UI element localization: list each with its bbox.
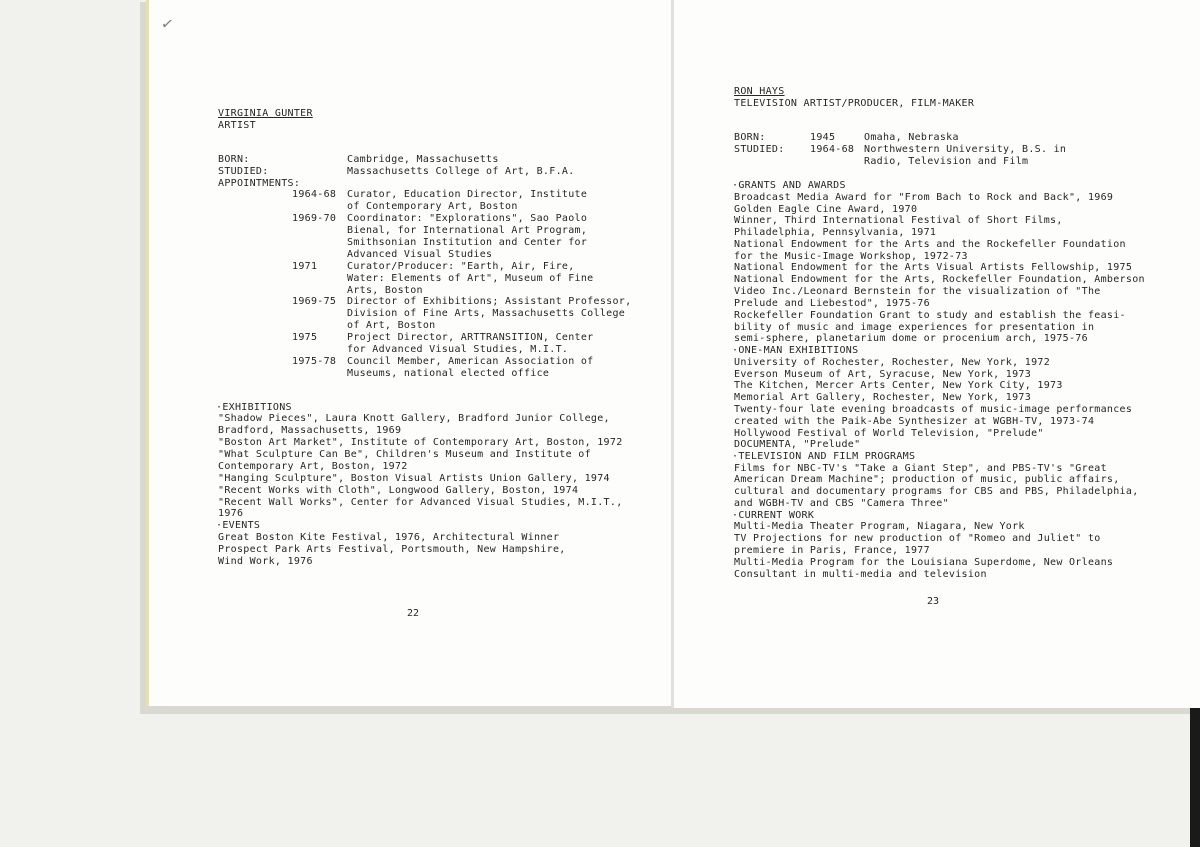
exhibition-line: "Hanging Sculpture", Boston Visual Artists Union Gallery, 1974	[218, 473, 610, 484]
grant-line: Winner, Third International Festival of Short Films,	[734, 215, 1063, 226]
appointment-years: 1969-70	[292, 213, 337, 224]
appointment-years: 1971	[292, 261, 318, 272]
appointment-line: Council Member, American Association of	[347, 356, 594, 367]
oneman-line: Memorial Art Gallery, Rochester, New York, 1973	[734, 392, 1032, 403]
appointment-years: 1975	[292, 332, 318, 343]
oneman-line: DOCUMENTA, "Prelude"	[734, 439, 861, 450]
exhibition-line: "What Sculpture Can Be", Children's Museum and Institute of	[218, 449, 591, 460]
grant-line: Broadcast Media Award for "From Bach to Rock and Back", 1969	[734, 192, 1114, 203]
appointment-line: Division of Fine Arts, Massachusetts College	[347, 308, 626, 319]
grant-line: for the Music-Image Workshop, 1972-73	[734, 251, 968, 262]
born-value-left: Cambridge, Massachusetts	[347, 154, 499, 165]
artist-name-right: RON HAYS	[734, 86, 785, 97]
grant-line: Golden Eagle Cine Award, 1970	[734, 204, 918, 215]
appointment-line: Bienal, for International Art Program,	[347, 225, 588, 236]
book-gutter	[671, 0, 674, 708]
tv-line: American Dream Machine"; production of music, public affairs,	[734, 474, 1120, 485]
appointment-line: Curator/Producer: "Earth, Air, Fire,	[347, 261, 575, 272]
oneman-line: Everson Museum of Art, Syracuse, New York, 1973	[734, 369, 1032, 380]
appointment-line: for Advanced Visual Studies, M.I.T.	[347, 344, 569, 355]
studied-line-right: Northwestern University, B.S. in	[864, 144, 1067, 155]
grant-line: Philadelphia, Pennsylvania, 1971	[734, 227, 937, 238]
appointment-line: Advanced Visual Studies	[347, 249, 493, 260]
scan-edge	[1190, 708, 1200, 847]
grant-line: bility of music and image experiences for presentation in	[734, 322, 1095, 333]
appointment-years: 1969-75	[292, 296, 337, 307]
exhibition-line: 1976	[218, 508, 244, 519]
born-place-right: Omaha, Nebraska	[864, 132, 959, 143]
appointment-line: Coordinator: "Explorations", Sao Paolo	[347, 213, 588, 224]
exhibitions-heading: ·EXHIBITIONS	[216, 402, 292, 413]
oneman-line: created with the Paik-Abe Synthesizer at WGBH-TV, 1973-74	[734, 416, 1095, 427]
studied-value-left: Massachusetts College of Art, B.F.A.	[347, 166, 575, 177]
appointment-line: Project Director, ARTTRANSITION, Center	[347, 332, 594, 343]
grant-line: Prelude and Liebestod", 1975-76	[734, 298, 930, 309]
oneman-line: University of Rochester, Rochester, New York, 1972	[734, 357, 1051, 368]
artist-role-left: ARTIST	[218, 120, 256, 131]
events-heading: ·EVENTS	[216, 520, 261, 531]
event-line: Wind Work, 1976	[218, 556, 313, 567]
appointment-line: of Contemporary Art, Boston	[347, 201, 518, 212]
exhibition-line: Bradford, Massachusetts, 1969	[218, 425, 402, 436]
appointment-line: Curator, Education Director, Institute	[347, 189, 588, 200]
pencil-checkmark-icon: ✓	[160, 13, 174, 35]
oneman-line: Hollywood Festival of World Television, "Prelude"	[734, 428, 1044, 439]
current-line: Consultant in multi-media and television	[734, 569, 987, 580]
oneman-line: Twenty-four late evening broadcasts of music-image performances	[734, 404, 1133, 415]
page-number-right: 23	[927, 596, 940, 607]
grant-line: National Endowment for the Arts Visual Artists Fellowship, 1975	[734, 262, 1133, 273]
tv-heading: ·TELEVISION AND FILM PROGRAMS	[732, 451, 916, 462]
grant-line: National Endowment for the Arts, Rockefeller Foundation, Amberson	[734, 274, 1145, 285]
appointment-line: Director of Exhibitions; Assistant Professor,	[347, 296, 632, 307]
tv-line: cultural and documentary programs for CBS and PBS, Philadelphia,	[734, 486, 1139, 497]
grant-line: semi-sphere, planetarium dome or procenium arch, 1975-76	[734, 333, 1088, 344]
appointment-years: 1975-78	[292, 356, 337, 367]
grant-line: National Endowment for the Arts and the Rockefeller Foundation	[734, 239, 1126, 250]
studied-label-right: STUDIED:	[734, 144, 785, 155]
grant-line: Rockefeller Foundation Grant to study and establish the feasi-	[734, 310, 1126, 321]
current-line: TV Projections for new production of "Romeo and Juliet" to	[734, 533, 1101, 544]
current-line: Multi-Media Theater Program, Niagara, New York	[734, 521, 1025, 532]
page-number-left: 22	[407, 608, 420, 619]
oneman-heading: ·ONE-MAN EXHIBITIONS	[732, 345, 859, 356]
appointment-line: Museums, national elected office	[347, 368, 550, 379]
artist-name-left: VIRGINIA GUNTER	[218, 108, 313, 119]
event-line: Great Boston Kite Festival, 1976, Architectural Winner	[218, 532, 560, 543]
born-label-left: BORN:	[218, 154, 250, 165]
appointment-line: Water: Elements of Art", Museum of Fine	[347, 273, 594, 284]
appointments-label: APPOINTMENTS:	[218, 178, 301, 189]
appointment-line: of Art, Boston	[347, 320, 436, 331]
born-year-right: 1945	[810, 132, 836, 143]
studied-label-left: STUDIED:	[218, 166, 269, 177]
grant-line: Video Inc./Leonard Bernstein for the visualization of "The	[734, 286, 1101, 297]
oneman-line: The Kitchen, Mercer Arts Center, New York City, 1973	[734, 380, 1063, 391]
born-label-right: BORN:	[734, 132, 766, 143]
artist-role-right: TELEVISION ARTIST/PRODUCER, FILM-MAKER	[734, 98, 975, 109]
event-line: Prospect Park Arts Festival, Portsmouth, New Hampshire,	[218, 544, 566, 555]
appointment-line: Arts, Boston	[347, 285, 423, 296]
exhibition-line: "Recent Wall Works", Center for Advanced Visual Studies, M.I.T.,	[218, 497, 623, 508]
current-line: premiere in Paris, France, 1977	[734, 545, 930, 556]
appointment-years: 1964-68	[292, 189, 337, 200]
exhibition-line: "Recent Works with Cloth", Longwood Gallery, Boston, 1974	[218, 485, 579, 496]
studied-line-right: Radio, Television and Film	[864, 156, 1029, 167]
exhibition-line: Contemporary Art, Boston, 1972	[218, 461, 408, 472]
current-line: Multi-Media Program for the Louisiana Superdome, New Orleans	[734, 557, 1114, 568]
tv-line: and WGBH-TV and CBS "Camera Three"	[734, 498, 949, 509]
tv-line: Films for NBC-TV's "Take a Giant Step", and PBS-TV's "Great	[734, 463, 1107, 474]
current-heading: ·CURRENT WORK	[732, 510, 815, 521]
exhibition-line: "Shadow Pieces", Laura Knott Gallery, Bradford Junior College,	[218, 413, 610, 424]
exhibition-line: "Boston Art Market", Institute of Contemporary Art, Boston, 1972	[218, 437, 623, 448]
studied-years-right: 1964-68	[810, 144, 855, 155]
grants-heading: ·GRANTS AND AWARDS	[732, 180, 846, 191]
appointment-line: Smithsonian Institution and Center for	[347, 237, 588, 248]
